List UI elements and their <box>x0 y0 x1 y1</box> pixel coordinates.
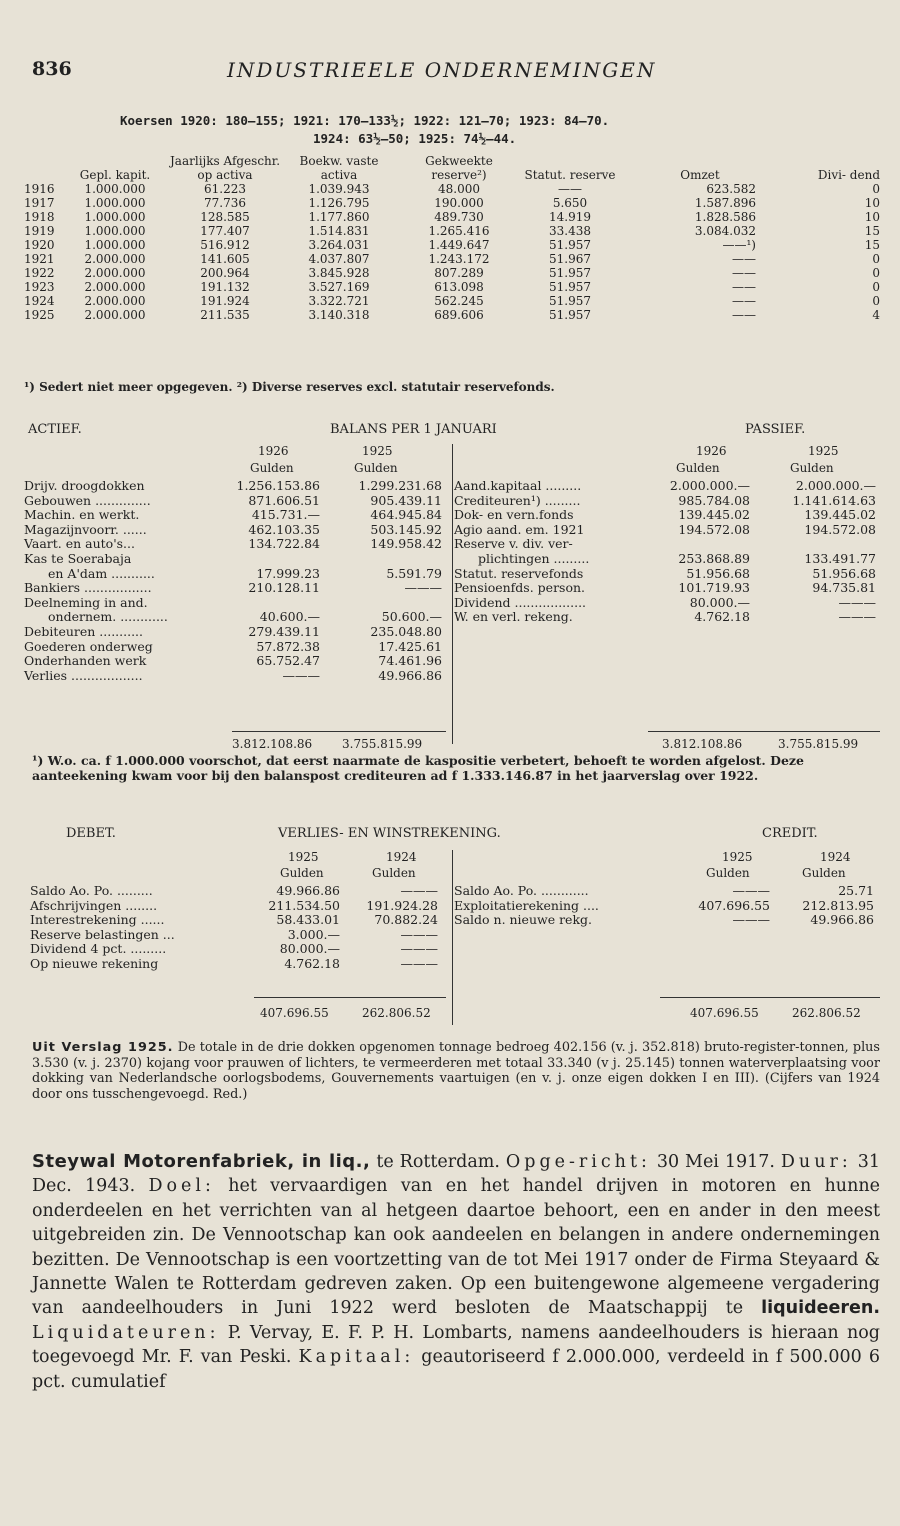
actief-rows <box>24 479 444 683</box>
credit-total-1: 407.696.55 <box>690 1006 759 1020</box>
page-header <box>32 58 870 88</box>
cell-year: 1924 <box>24 294 55 308</box>
debet-total-1: 407.696.55 <box>260 1006 329 1020</box>
passief-total-2: 3.755.815.99 <box>778 737 859 751</box>
actief-value-2: 905.439.11 <box>370 492 442 508</box>
cell-afgeschr: 191.132 <box>200 280 250 294</box>
actief-label: ACTIEF. <box>28 422 82 437</box>
passief-unit-2: Gulden <box>790 461 834 475</box>
cell-dividend: 0 <box>872 280 880 294</box>
debet-row <box>30 957 444 972</box>
debet-value-2: ——— <box>400 883 438 898</box>
actief-label: ondernem. ............ <box>48 609 168 625</box>
passief-row <box>454 581 880 596</box>
cell-year: 1916 <box>24 182 55 196</box>
passief-value-1: 101.719.93 <box>678 580 750 596</box>
cell-gepl-kapit: 1.000.000 <box>84 196 146 210</box>
passief-unit-1: Gulden <box>676 461 720 475</box>
actief-label: Bankiers ................. <box>24 580 152 596</box>
debet-total-line <box>254 997 446 998</box>
history-row <box>24 294 880 308</box>
credit-year-1: 1925 <box>722 850 753 864</box>
actief-label: Onderhanden werk <box>24 653 147 669</box>
passief-row <box>454 596 880 611</box>
actief-label: Gebouwen .............. <box>24 492 151 508</box>
history-row <box>24 252 880 266</box>
actief-value-2: 464.945.84 <box>370 507 442 523</box>
debet-row <box>30 942 444 957</box>
passief-value-2: 133.491.77 <box>804 550 876 566</box>
passief-label: Pensioenfds. person. <box>454 580 586 596</box>
actief-row <box>24 625 444 640</box>
history-row <box>24 238 880 252</box>
cell-year: 1919 <box>24 224 55 238</box>
cell-boekw: 1.126.795 <box>308 196 370 210</box>
passief-year-2: 1925 <box>808 444 839 458</box>
cell-gekweekte: 613.098 <box>434 280 484 294</box>
debet-year-1: 1925 <box>288 850 319 864</box>
doel-value: het vervaardigen van en het handel drijven in motoren en hunne onderdeelen en het verrichten van al hetgeen daartoe behoort, een en ander in den meest uitgebreiden zin. De Vennootschap kan ook aandeelen en belangen in andere ondernemingen bezitten. De Vennootschap is een voortzetting van de tot Mei 1917 onder de Firma Steyaard & Jannette Walen te Rotterdam gedreven zaken. Op een buitengewone algemeene vergadering van aandeelhouders in Juni 1922 werd besloten de Maatschappij te <box>32 1176 880 1319</box>
debet-label: Saldo Ao. Po. ......... <box>30 883 153 898</box>
cell-gepl-kapit: 2.000.000 <box>84 252 146 266</box>
actief-row <box>24 581 444 596</box>
debet-year-2: 1924 <box>386 850 417 864</box>
cell-afgeschr: 200.964 <box>200 266 250 280</box>
cell-afgeschr: 61.223 <box>204 182 246 196</box>
col-year <box>24 154 60 182</box>
credit-total-2: 262.806.52 <box>792 1006 861 1020</box>
steywal-location: te Rotterdam. <box>376 1152 500 1172</box>
passief-value-1: 139.445.02 <box>678 507 750 523</box>
steywal-paragraph <box>32 1150 880 1394</box>
cell-statut: 51.957 <box>549 294 591 308</box>
cell-gekweekte: 48.000 <box>438 182 480 196</box>
passief-label: plichtingen ......... <box>478 550 590 566</box>
passief-value-1: 4.762.18 <box>694 609 750 625</box>
debet-value-2: 191.924.28 <box>366 897 438 913</box>
cell-gepl-kapit: 1.000.000 <box>84 224 146 238</box>
debet-value-1: 4.762.18 <box>284 955 340 971</box>
actief-year-2: 1925 <box>362 444 393 458</box>
col-dividend: Divi- dend <box>817 168 880 182</box>
cell-gekweekte: 1.449.647 <box>428 238 490 252</box>
actief-label: Machin. en werkt. <box>24 507 140 523</box>
actief-value-1: 279.439.11 <box>248 623 320 639</box>
col-boekw: Boekw. vaste activa <box>299 154 379 182</box>
actief-value-1: 415.731.— <box>251 507 320 523</box>
actief-unit-1: Gulden <box>250 461 294 475</box>
debet-label: Dividend 4 pct. ......... <box>30 941 167 957</box>
cell-boekw: 3.140.318 <box>308 308 370 322</box>
cell-gepl-kapit: 2.000.000 <box>84 266 146 280</box>
credit-row <box>454 884 880 899</box>
actief-value-1: 57.872.38 <box>256 638 320 654</box>
page-number: 836 <box>32 58 72 80</box>
actief-label: Magazijnvoorr. ...... <box>24 521 147 537</box>
cell-year: 1920 <box>24 238 55 252</box>
cell-omzet: —— <box>732 266 756 280</box>
actief-label: Debiteuren ........... <box>24 623 143 639</box>
actief-row <box>24 654 444 669</box>
actief-label: en A'dam ........... <box>48 565 155 581</box>
passief-value-2: ——— <box>838 609 876 625</box>
cell-gepl-kapit: 2.000.000 <box>84 280 146 294</box>
actief-value-1: 17.999.23 <box>256 565 320 581</box>
cell-statut: 51.957 <box>549 238 591 252</box>
passief-value-2: 94.735.81 <box>812 580 876 596</box>
passief-total-line <box>648 731 880 732</box>
koersen-line-2: 1924: 63½—50; 1925: 74½—44. <box>313 131 517 146</box>
passief-label: Dividend .................. <box>454 594 587 610</box>
cell-afgeschr: 191.924 <box>200 294 250 308</box>
debet-value-2: ——— <box>400 941 438 957</box>
passief-label: PASSIEF. <box>745 422 806 437</box>
cell-dividend: 15 <box>864 238 880 252</box>
cell-year: 1921 <box>24 252 55 266</box>
passief-row <box>454 523 880 538</box>
cell-statut: 5.650 <box>552 196 588 210</box>
credit-unit-2: Gulden <box>802 866 846 880</box>
cell-year: 1918 <box>24 210 55 224</box>
cell-dividend: 0 <box>872 294 880 308</box>
actief-row <box>24 479 444 494</box>
cell-gekweekte: 489.730 <box>434 210 484 224</box>
cell-omzet: ——¹) <box>722 238 756 252</box>
credit-value-1: ——— <box>732 883 770 898</box>
actief-value-1: 1.256.153.86 <box>236 478 320 493</box>
balans-divider <box>452 444 453 744</box>
cell-gekweekte: 1.265.416 <box>428 224 490 238</box>
history-row <box>24 196 880 210</box>
cell-boekw: 3.322.721 <box>308 294 370 308</box>
credit-value-1: ——— <box>732 912 770 928</box>
history-header-row <box>24 154 880 182</box>
cell-boekw: 1.177.860 <box>308 210 370 224</box>
passief-row <box>454 479 880 494</box>
debet-value-1: 3.000.— <box>287 926 340 942</box>
cell-omzet: 623.582 <box>706 182 756 196</box>
cell-year: 1925 <box>24 308 55 322</box>
actief-total-line <box>232 731 446 732</box>
cell-statut: 51.957 <box>549 280 591 294</box>
col-gekweekte: Gekweekte reserve²) <box>425 154 493 182</box>
cell-year: 1922 <box>24 266 55 280</box>
debet-value-1: 58.433.01 <box>276 912 340 928</box>
cell-afgeschr: 77.736 <box>204 196 246 210</box>
debet-row <box>30 913 444 928</box>
actief-value-1: 65.752.47 <box>256 653 320 669</box>
passief-row <box>454 537 880 552</box>
cell-boekw: 3.845.928 <box>308 266 370 280</box>
passief-total-1: 3.812.108.86 <box>662 737 743 751</box>
debet-rows <box>30 884 444 972</box>
actief-label: Deelneming in and. <box>24 594 148 610</box>
passief-row <box>454 494 880 509</box>
actief-row <box>24 567 444 582</box>
steywal-name: Steywal Motorenfabriek, in liq., <box>32 1151 371 1172</box>
debet-label: Reserve belastingen ... <box>30 926 175 942</box>
liquidateuren-label: Liquidateuren: <box>32 1322 220 1343</box>
passief-value-2: 1.141.614.63 <box>792 492 876 508</box>
history-row <box>24 210 880 224</box>
debet-value-1: 49.966.86 <box>276 883 340 898</box>
cell-gekweekte: 689.606 <box>434 308 484 322</box>
credit-total-line <box>660 997 880 998</box>
passief-value-1: 194.572.08 <box>678 521 750 537</box>
duur-value: 31 Dec. 1943. <box>32 1152 880 1197</box>
actief-row <box>24 596 444 611</box>
opgericht-label: Opge-richt: <box>505 1152 651 1172</box>
history-footnote: ¹) Sedert niet meer opgegeven. ²) Diverse reserves excl. statutair reservefonds. <box>24 380 555 394</box>
cell-statut: 51.957 <box>549 308 591 322</box>
passief-value-2: 194.572.08 <box>804 521 876 537</box>
passief-label: Aand.kapitaal ......... <box>454 478 582 493</box>
actief-year-1: 1926 <box>258 444 289 458</box>
actief-value-2: ——— <box>404 580 442 596</box>
passief-label: Agio aand. em. 1921 <box>454 521 585 537</box>
debet-label: Interestrekening ...... <box>30 912 165 928</box>
passief-rows <box>454 479 880 625</box>
cell-omzet: 3.084.032 <box>694 224 756 238</box>
credit-label: CREDIT. <box>762 826 818 841</box>
debet-value-2: 70.882.24 <box>374 912 438 928</box>
cell-dividend: 10 <box>864 196 880 210</box>
passief-value-1: 51.956.68 <box>686 565 750 581</box>
actief-row <box>24 552 444 567</box>
debet-label: DEBET. <box>66 826 116 841</box>
cell-boekw: 1.514.831 <box>308 224 370 238</box>
debet-label: Op nieuwe rekening <box>30 955 159 971</box>
credit-label: Saldo n. nieuwe rekg. <box>454 912 593 928</box>
cell-omzet: —— <box>732 308 756 322</box>
actief-row <box>24 610 444 625</box>
col-omzet: Omzet <box>680 168 720 182</box>
history-table <box>24 154 880 322</box>
debet-row <box>30 928 444 943</box>
actief-total-2: 3.755.815.99 <box>342 737 423 751</box>
actief-row <box>24 640 444 655</box>
history-row <box>24 308 880 322</box>
cell-dividend: 0 <box>872 252 880 266</box>
cell-gepl-kapit: 1.000.000 <box>84 210 146 224</box>
actief-value-2: 1.299.231.68 <box>358 478 442 493</box>
balans-title: BALANS PER 1 JANUARI <box>330 422 497 437</box>
passief-label: Statut. reservefonds <box>454 565 584 581</box>
actief-value-1: 134.722.84 <box>248 536 320 552</box>
actief-value-2: 5.591.79 <box>386 565 442 581</box>
cell-omzet: —— <box>732 280 756 294</box>
opgericht-value: 30 Mei 1917. <box>656 1152 775 1172</box>
actief-unit-2: Gulden <box>354 461 398 475</box>
cell-statut: 51.967 <box>549 252 591 266</box>
cell-statut: 51.957 <box>549 266 591 280</box>
credit-rows <box>454 884 880 928</box>
passief-row <box>454 610 880 625</box>
passief-value-1: 253.868.89 <box>678 550 750 566</box>
doel-label: Doel: <box>148 1176 215 1197</box>
actief-label: Vaart. en auto's... <box>24 536 135 552</box>
cell-afgeschr: 211.535 <box>200 308 250 322</box>
cell-year: 1923 <box>24 280 55 294</box>
liquideeren: liquideeren. <box>761 1298 880 1319</box>
actief-row <box>24 523 444 538</box>
actief-value-1: 210.128.11 <box>248 580 320 596</box>
credit-value-2: 25.71 <box>838 883 874 898</box>
cell-gepl-kapit: 1.000.000 <box>84 238 146 252</box>
cell-omzet: —— <box>732 252 756 266</box>
cell-statut: 14.919 <box>549 210 591 224</box>
passief-label: Crediteuren¹) ......... <box>454 492 581 508</box>
cell-year: 1917 <box>24 196 55 210</box>
actief-row <box>24 508 444 523</box>
cell-gekweekte: 1.243.172 <box>428 252 490 266</box>
cell-afgeschr: 516.912 <box>200 238 250 252</box>
debet-total-2: 262.806.52 <box>362 1006 431 1020</box>
kapitaal-label: Kapitaal: <box>298 1347 415 1368</box>
cell-gepl-kapit: 2.000.000 <box>84 294 146 308</box>
debet-row <box>30 899 444 914</box>
col-statut: Statut. reserve <box>524 168 616 182</box>
actief-value-1: 871.606.51 <box>248 492 320 508</box>
debet-value-2: ——— <box>400 955 438 971</box>
verslag-paragraph <box>32 1040 880 1102</box>
duur-label: Duur: <box>780 1152 852 1172</box>
passief-value-2: 51.956.68 <box>812 565 876 581</box>
verslag-text: De totale in de drie dokken opgenomen tonnage bedroeg 402.156 (v. j. 352.818) bruto-register-tonnen, plus 3.530 (v. j. 2370) kojang voor prauwen of lichters, te vermeerderen met totaal 33.340 (v j. 25.145) tonnen waterverplaatsing voor dokking van Nederlandsche oorlogsbodems, Gouvernements vaartuigen (en v. j. onze eigen dokken I en III). (Cijfers van 1924 door ons tusschengevoegd. Red.) <box>32 1040 880 1102</box>
verslag-lead: Uit Verslag 1925. <box>32 1040 174 1055</box>
balans-footnote: ¹) W.o. ca. f 1.000.000 voorschot, dat eerst naarmate de kaspositie verbetert, behoeft te worden afgelost. Deze aanteekening kwam voor bij den balanspost crediteuren ad f 1.333.146.87 in het jaarverslag over 1922. <box>32 753 804 783</box>
cell-dividend: 10 <box>864 210 880 224</box>
credit-value-2: 212.813.95 <box>802 897 874 913</box>
cell-afgeschr: 141.605 <box>200 252 250 266</box>
passief-value-2: ——— <box>838 594 876 610</box>
actief-value-1: 462.103.35 <box>248 521 320 537</box>
cell-gepl-kapit: 1.000.000 <box>84 182 146 196</box>
vw-divider <box>452 850 453 1025</box>
history-row <box>24 182 880 196</box>
actief-value-1: ——— <box>282 667 320 683</box>
actief-value-2: 149.958.42 <box>370 536 442 552</box>
passief-value-1: 80.000.— <box>689 594 750 610</box>
credit-value-1: 407.696.55 <box>698 897 770 913</box>
cell-gekweekte: 807.289 <box>434 266 484 280</box>
passief-label: W. en verl. rekeng. <box>454 609 573 625</box>
passief-label: Dok- en vern.fonds <box>454 507 574 523</box>
cell-statut: 33.438 <box>549 224 591 238</box>
credit-row <box>454 913 880 928</box>
actief-label: Drijv. droogdokken <box>24 478 145 493</box>
actief-row <box>24 494 444 509</box>
debet-label: Afschrijvingen ........ <box>30 897 158 913</box>
history-row <box>24 280 880 294</box>
cell-gepl-kapit: 2.000.000 <box>84 308 146 322</box>
cell-omzet: 1.587.896 <box>694 196 756 210</box>
debet-unit-2: Gulden <box>372 866 416 880</box>
credit-year-2: 1924 <box>820 850 851 864</box>
credit-label: Saldo Ao. Po. ............ <box>454 883 589 898</box>
cell-statut: —— <box>558 182 582 196</box>
actief-value-2: 49.966.86 <box>378 667 442 683</box>
debet-value-1: 80.000.— <box>279 941 340 957</box>
cell-boekw: 3.527.169 <box>308 280 370 294</box>
actief-label: Kas te Soerabaja <box>24 550 132 566</box>
passief-year-1: 1926 <box>696 444 727 458</box>
cell-boekw: 3.264.031 <box>308 238 370 252</box>
passief-row <box>454 552 880 567</box>
vw-title: VERLIES- EN WINSTREKENING. <box>278 826 501 841</box>
history-row <box>24 266 880 280</box>
actief-value-2: 235.048.80 <box>370 623 442 639</box>
actief-value-2: 17.425.61 <box>378 638 442 654</box>
passief-value-2: 139.445.02 <box>804 507 876 523</box>
actief-row <box>24 669 444 684</box>
cell-boekw: 1.039.943 <box>308 182 370 196</box>
debet-value-1: 211.534.50 <box>268 897 340 913</box>
col-afgeschr: Jaarlijks Afgeschr. op activa <box>170 154 281 182</box>
passief-row <box>454 567 880 582</box>
actief-value-2: 50.600.— <box>381 609 442 625</box>
cell-dividend: 15 <box>864 224 880 238</box>
actief-value-1: 40.600.— <box>259 609 320 625</box>
cell-dividend: 0 <box>872 266 880 280</box>
debet-value-2: ——— <box>400 926 438 942</box>
passief-value-1: 985.784.08 <box>678 492 750 508</box>
credit-value-2: 49.966.86 <box>810 912 874 928</box>
liquidateuren-value: P. Vervay, E. F. P. H. Lombarts, namens aandeelhouders is hieraan nog toegevoegd Mr. F. van Peski. <box>32 1322 880 1368</box>
passief-row <box>454 508 880 523</box>
cell-afgeschr: 128.585 <box>200 210 250 224</box>
cell-omzet: 1.828.586 <box>694 210 756 224</box>
passief-value-1: 2.000.000.— <box>669 478 750 493</box>
kapitaal-value: geautoriseerd f 2.000.000, verdeeld in f 500.000 6 pct. cumulatief <box>32 1347 880 1392</box>
cell-gekweekte: 190.000 <box>434 196 484 210</box>
history-row <box>24 224 880 238</box>
actief-row <box>24 537 444 552</box>
debet-unit-1: Gulden <box>280 866 324 880</box>
actief-value-2: 503.145.92 <box>370 521 442 537</box>
cell-afgeschr: 177.407 <box>200 224 250 238</box>
passief-value-2: 2.000.000.— <box>795 478 876 493</box>
cell-dividend: 4 <box>872 308 880 322</box>
running-title: INDUSTRIEELE ONDERNEMINGEN <box>227 58 657 82</box>
actief-label: Verlies .................. <box>24 667 143 683</box>
cell-boekw: 4.037.807 <box>308 252 370 266</box>
credit-row <box>454 899 880 914</box>
cell-omzet: —— <box>732 294 756 308</box>
col-gepl-kapit: Gepl. kapit. <box>79 168 151 182</box>
actief-total-1: 3.812.108.86 <box>232 737 313 751</box>
debet-row <box>30 884 444 899</box>
passief-label: Reserve v. div. ver- <box>454 536 573 552</box>
credit-label: Exploitatierekening .... <box>454 897 599 913</box>
cell-gekweekte: 562.245 <box>434 294 484 308</box>
koersen-line-1: Koersen 1920: 180—155; 1921: 170—133½; 1922: 121—70; 1923: 84—70. <box>120 113 610 128</box>
actief-value-2: 74.461.96 <box>378 653 442 669</box>
actief-label: Goederen onderweg <box>24 638 153 654</box>
cell-dividend: 0 <box>872 182 880 196</box>
credit-unit-1: Gulden <box>706 866 750 880</box>
